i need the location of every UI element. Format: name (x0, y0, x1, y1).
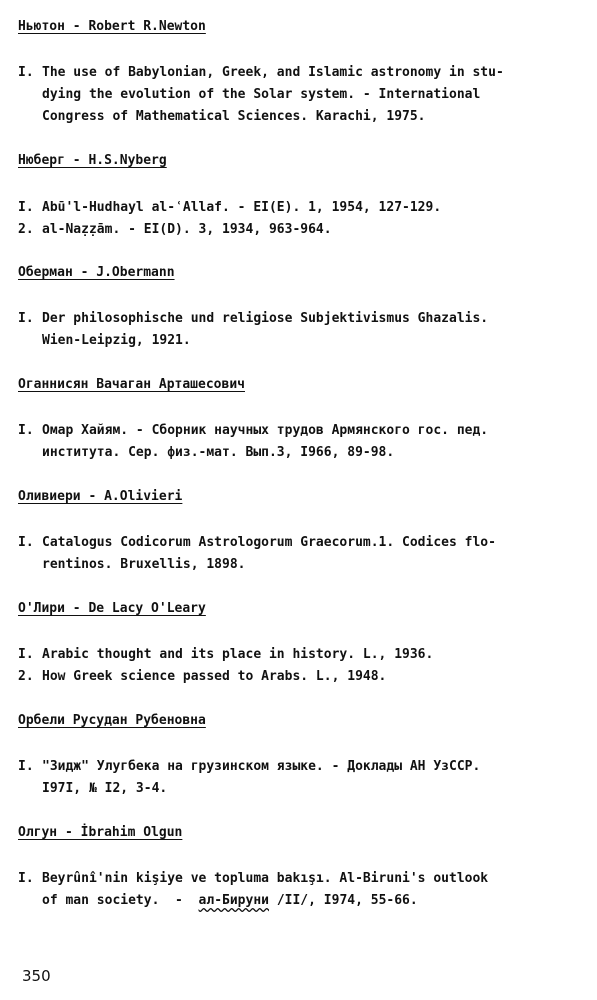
entry-line: Beyrûnî'nin kişiye ve topluma bakışı. Al-Biruni's outlook (42, 871, 489, 886)
entry-number: I. (18, 759, 34, 774)
author-heading: Оливиери - A.Olivieri (18, 489, 183, 504)
entry-line: института. Сер. физ.-мат. Вып.3, I966, 89-98. (42, 445, 395, 460)
entry-line: I97I, № I2, 3-4. (42, 781, 168, 796)
entry-line: Abū'l-Hudhayl al-ʿAllaf. - EI(E). 1, 1954, 127-129. (42, 200, 442, 215)
entry-number: I. (18, 65, 34, 80)
bibliography-entry (18, 308, 578, 352)
entry-line: al-Naẓẓām. - EI(D). 3, 1934, 963-964. (42, 222, 332, 237)
entry-number: I. (18, 535, 34, 550)
entry-number: I. (18, 871, 34, 886)
entry-line: rentinos. Bruxellis, 1898. (42, 557, 246, 572)
bibliography-entry (18, 644, 578, 666)
entry-line: dying the evolution of the Solar system. - International (42, 87, 481, 102)
bibliography-entry (18, 219, 578, 241)
entry-line: Arabic thought and its place in history. L., 1936. (42, 647, 434, 662)
bibliography-entry (18, 420, 578, 464)
page-number: 350 (22, 967, 51, 985)
entry-line: Der philosophische und religiose Subjektivismus Ghazalis. (42, 311, 489, 326)
entry-line: Congress of Mathematical Sciences. Karachi, 1975. (42, 109, 426, 124)
entry-line: How Greek science passed to Arabs. L., 1948. (42, 669, 387, 684)
author-heading: Олгун - İbrahim Olgun (18, 825, 183, 840)
author-heading: О'Лири - De Lacy O'Leary (18, 601, 206, 616)
bibliography-entry (18, 868, 578, 912)
entry-number: I. (18, 647, 34, 662)
bibliography-entry (18, 666, 578, 688)
bibliography-entry (18, 62, 578, 128)
entry-number: I. (18, 423, 34, 438)
entry-number: I. (18, 311, 34, 326)
author-heading: Оберман - J.Obermann (18, 265, 175, 280)
entry-line: Wien-Leipzig, 1921. (42, 333, 191, 348)
entry-number: 2. (18, 222, 34, 237)
journal-title-underlined: ал-Бируни (198, 893, 269, 908)
entry-line: Омар Хайям. - Сборник научных трудов Армянского гос. пед. (42, 423, 489, 438)
author-heading: Оганнисян Вачаган Арташесович (18, 377, 245, 392)
bibliography-entry (18, 197, 578, 219)
entry-line: The use of Babylonian, Greek, and Islamic astronomy in stu- (42, 65, 504, 80)
entry-number: I. (18, 200, 34, 215)
entry-line: "Зидж" Улугбека на грузинском языке. - Доклады АН УзССР. (42, 759, 481, 774)
entry-line: Catalogus Codicorum Astrologorum Graecorum.1. Codices flo- (42, 535, 496, 550)
entry-number: 2. (18, 669, 34, 684)
author-heading: Орбели Русудан Рубеновна (18, 713, 206, 728)
author-heading: Ньютон - Robert R.Newton (18, 19, 206, 34)
author-heading: Нюберг - H.S.Nyberg (18, 153, 167, 168)
entry-line-start: of man society. - (42, 893, 199, 908)
bibliography-entry (18, 532, 578, 576)
bibliography-entry (18, 756, 578, 800)
entry-line (42, 890, 578, 912)
entry-line-end: /II/, I974, 55-66. (269, 893, 418, 908)
